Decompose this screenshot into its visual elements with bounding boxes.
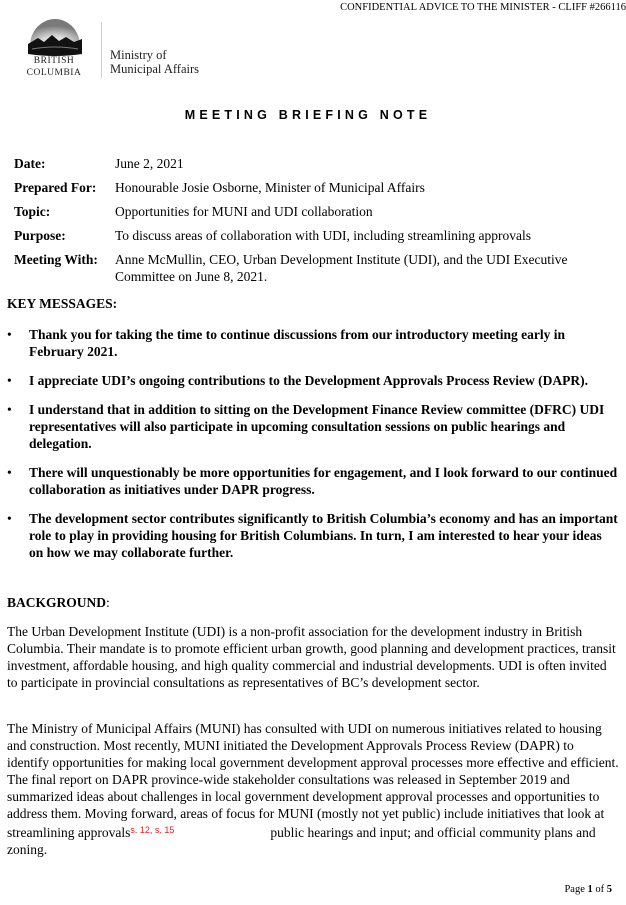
document-title: MEETING BRIEFING NOTE [184, 108, 432, 122]
paragraph-text: The Ministry of Municipal Affairs (MUNI) has consulted with UDI on numerous initiatives related to housing and construction. Most recently, MUNI initiated the Development Approvals Process Review (DAPR) to identify opportunities for making local government development approval processes more effective and efficient. The final report on DAPR province-wide stakeholder consultations was released in September 2019 and summarized ideas about challenges in local government development approval processes and opportunities to address them. Moving forward, areas of focus for MUNI (mostly not yet public) include initiatives that look at streamlining approvals [7, 721, 619, 840]
meta-row-purpose [14, 227, 619, 244]
bullet-icon: • [7, 511, 12, 526]
list-item [7, 464, 619, 498]
meta-label: Purpose: [14, 228, 66, 243]
background-heading-text: BACKGROUND [7, 595, 107, 610]
key-message-text: The development sector contributes significantly to British Columbia’s economy and has an important role to play in providing housing for British Columbians. In turn, I am interested to hear your ideas on how we may collaborate further. [29, 511, 618, 560]
meta-value: Anne McMullin, CEO, Urban Development Institute (UDI), and the UDI Executive Committee on June 8, 2021. [115, 252, 568, 284]
meta-row-meeting-with [14, 251, 619, 285]
key-message-text: There will unquestionably be more opportunities for engagement, and I look forward to our continued collaboration as initiatives under DAPR progress. [29, 465, 618, 497]
province-wordmark: BRITISH COLUMBIA [26, 56, 82, 78]
paragraph-text: public hearings and input; and official community plans and zoning. [7, 825, 596, 857]
meta-value: Honourable Josie Osborne, Minister of Municipal Affairs [115, 180, 425, 195]
page-of: of [592, 884, 607, 895]
meta-label: Prepared For: [14, 180, 97, 195]
background-paragraph-muni [7, 720, 619, 858]
page-prefix: Page [564, 884, 588, 895]
meta-label: Date: [14, 156, 46, 171]
key-message-text: Thank you for taking the time to continue discussions from our introductory meeting early in February 2021. [29, 327, 566, 359]
meta-table [14, 155, 619, 292]
ministry-name: Ministry of Municipal Affairs [110, 48, 199, 76]
list-item [7, 326, 619, 360]
meta-row-topic [14, 203, 619, 220]
page-current: 1 [587, 884, 593, 895]
background-heading-colon: : [106, 595, 110, 610]
list-item [7, 401, 619, 452]
bc-sun-mountain-icon [26, 16, 84, 56]
meta-row-date [14, 155, 619, 172]
background-paragraph-udi: The Urban Development Institute (UDI) is a non-profit association for the development industry in British Columbia. Their mandate is to promote efficient urban growth, good planning and development practices, transit investment, affordable housing, and high quality commercial and industrial developments. UDI is often invited to participate in provincial consultations as representatives of BC’s development sector. [7, 624, 616, 690]
logo-divider [101, 22, 102, 78]
bc-ministry-logo [14, 16, 204, 80]
meta-value: June 2, 2021 [115, 156, 184, 171]
key-message-text: I appreciate UDI’s ongoing contributions to the Development Approvals Process Review (DAPR). [29, 373, 588, 388]
list-item [7, 510, 619, 561]
meta-value: To discuss areas of collaboration with UDI, including streamlining approvals [115, 228, 531, 243]
bullet-icon: • [7, 327, 12, 342]
key-messages-heading: KEY MESSAGES: [7, 296, 118, 311]
bullet-icon: • [7, 465, 12, 480]
meta-label: Topic: [14, 204, 51, 219]
meta-value: Opportunities for MUNI and UDI collaboration [115, 204, 373, 219]
list-item [7, 372, 619, 389]
bullet-icon: • [7, 373, 12, 388]
background-heading [7, 595, 110, 611]
confidential-header: CONFIDENTIAL ADVICE TO THE MINISTER - CLIFF #266116 [340, 2, 626, 13]
key-messages-list [7, 326, 619, 573]
meta-row-prepared-for [14, 179, 619, 196]
redaction-label: s. 12, s. 15 [130, 825, 175, 835]
bullet-icon: • [7, 402, 12, 417]
page-total: 5 [606, 884, 612, 895]
meta-label: Meeting With: [14, 252, 98, 267]
page-number [564, 884, 612, 895]
key-message-text: I understand that in addition to sitting on the Development Finance Review committee (DFRC) UDI representatives will also participate in upcoming consultation sessions on public hearings and delegation. [29, 402, 605, 451]
